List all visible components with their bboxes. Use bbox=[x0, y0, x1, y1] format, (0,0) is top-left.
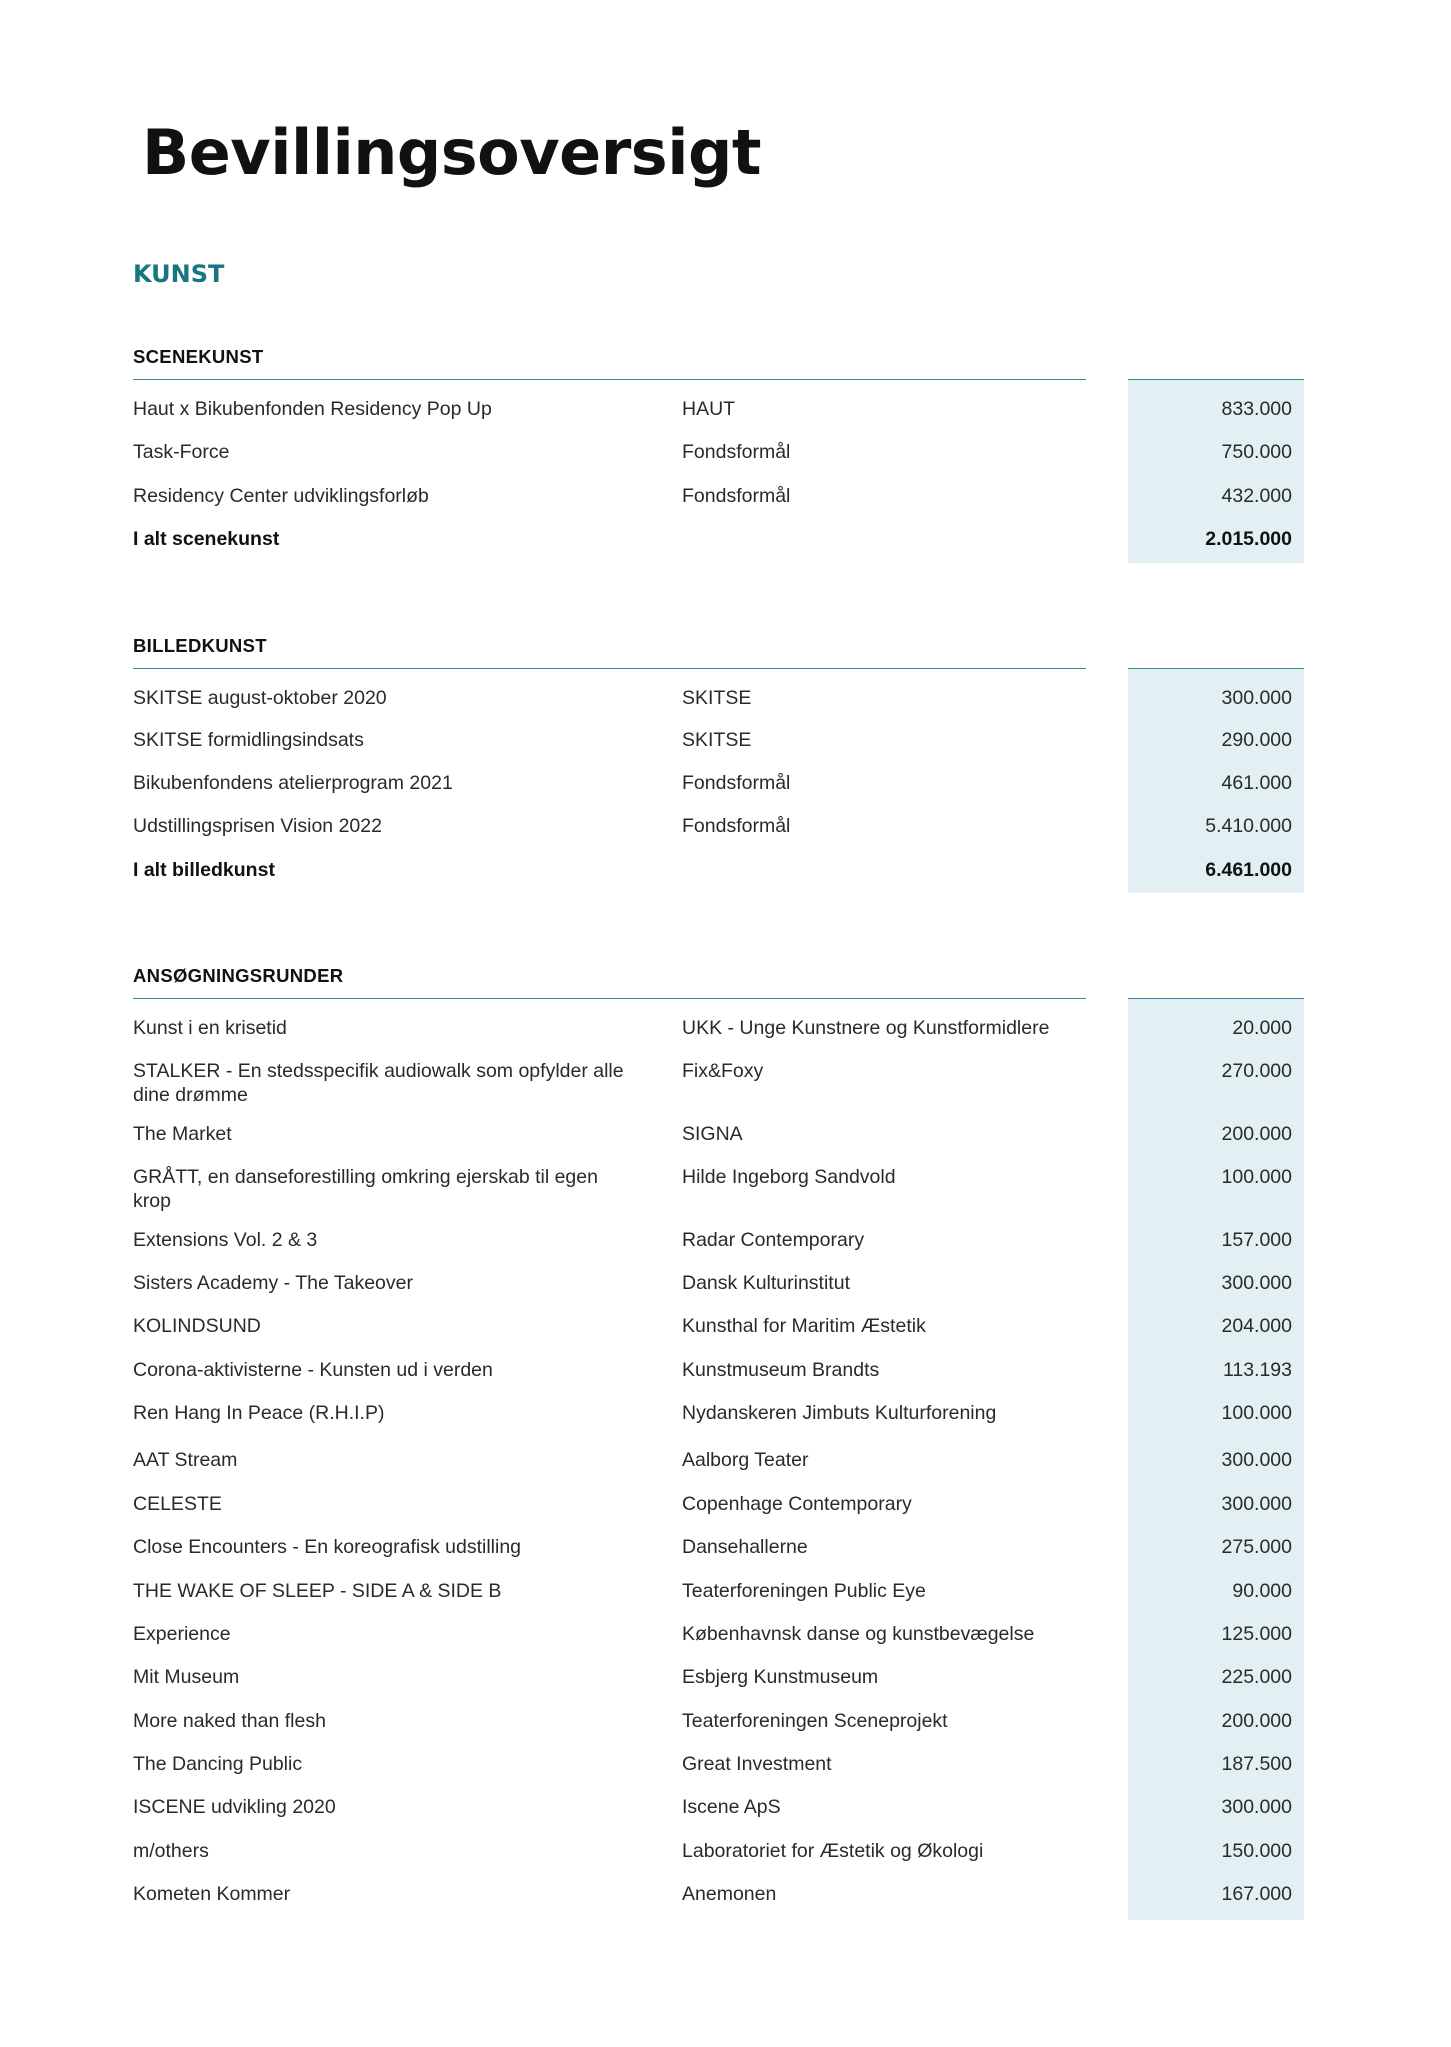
grant-recipient: Fondsformål bbox=[682, 485, 791, 507]
grant-recipient: UKK - Unge Kunstnere og Kunstformidlere bbox=[682, 1017, 1050, 1039]
section-divider bbox=[1128, 998, 1304, 999]
grant-name: Mit Museum bbox=[133, 1666, 240, 1688]
grant-recipient: Københavnsk danse og kunstbevægelse bbox=[682, 1623, 1035, 1645]
grant-name: STALKER - En stedsspecifik audiowalk som opfylder alle dine drømme bbox=[133, 1060, 624, 1106]
grant-name: Experience bbox=[133, 1623, 231, 1645]
total-label: I alt scenekunst bbox=[133, 528, 280, 550]
grant-amount: 167.000 bbox=[1221, 1883, 1292, 1905]
grant-amount: 270.000 bbox=[1221, 1060, 1292, 1082]
grant-recipient: Teaterforeningen Public Eye bbox=[682, 1580, 926, 1602]
total-amount: 2.015.000 bbox=[1205, 528, 1292, 550]
grant-name: Bikubenfondens atelierprogram 2021 bbox=[133, 772, 453, 794]
grant-amount: 204.000 bbox=[1221, 1315, 1292, 1337]
grant-name: Residency Center udviklingsforløb bbox=[133, 485, 429, 507]
grant-name: Sisters Academy - The Takeover bbox=[133, 1272, 413, 1294]
grant-amount: 125.000 bbox=[1221, 1623, 1292, 1645]
grant-recipient: Anemonen bbox=[682, 1883, 777, 1905]
grant-amount: 20.000 bbox=[1232, 1017, 1292, 1039]
grant-name: Corona-aktivisterne - Kunsten ud i verden bbox=[133, 1359, 493, 1381]
grant-recipient: Fondsformål bbox=[682, 441, 791, 463]
grant-amount: 750.000 bbox=[1221, 441, 1292, 463]
grant-recipient: Hilde Ingeborg Sandvold bbox=[682, 1166, 896, 1188]
grant-amount: 833.000 bbox=[1221, 398, 1292, 420]
grant-amount: 187.500 bbox=[1221, 1753, 1292, 1775]
grant-recipient: Teaterforeningen Sceneprojekt bbox=[682, 1710, 948, 1732]
grant-recipient: Great Investment bbox=[682, 1753, 832, 1775]
grant-amount: 300.000 bbox=[1221, 1796, 1292, 1818]
grant-name: THE WAKE OF SLEEP - SIDE A & SIDE B bbox=[133, 1580, 502, 1602]
grant-name: SKITSE august-oktober 2020 bbox=[133, 687, 387, 709]
grant-amount: 300.000 bbox=[1221, 687, 1292, 709]
total-label: I alt billedkunst bbox=[133, 859, 275, 881]
grant-recipient: Esbjerg Kunstmuseum bbox=[682, 1666, 879, 1688]
grant-recipient: Aalborg Teater bbox=[682, 1449, 809, 1471]
grant-amount: 157.000 bbox=[1221, 1229, 1292, 1251]
grant-amount: 225.000 bbox=[1221, 1666, 1292, 1688]
page-title: Bevillingsoversigt bbox=[142, 116, 761, 189]
grant-recipient: Fondsformål bbox=[682, 772, 791, 794]
grant-name: Udstillingsprisen Vision 2022 bbox=[133, 815, 382, 837]
grant-name: Kometen Kommer bbox=[133, 1883, 291, 1905]
grant-name: Haut x Bikubenfonden Residency Pop Up bbox=[133, 398, 492, 420]
total-amount: 6.461.000 bbox=[1205, 859, 1292, 881]
section-divider bbox=[133, 379, 1086, 380]
grant-amount: 100.000 bbox=[1221, 1402, 1292, 1424]
grant-name: SKITSE formidlingsindsats bbox=[133, 729, 364, 751]
grant-name: Ren Hang In Peace (R.H.I.P) bbox=[133, 1402, 385, 1424]
grant-recipient: Copenhage Contemporary bbox=[682, 1493, 912, 1515]
section-divider bbox=[133, 668, 1086, 669]
section-title: ANSØGNINGSRUNDER bbox=[133, 965, 344, 986]
grant-recipient: HAUT bbox=[682, 398, 736, 420]
grant-amount: 150.000 bbox=[1221, 1840, 1292, 1862]
grant-recipient: Nydanskeren Jimbuts Kulturforening bbox=[682, 1402, 997, 1424]
grant-amount: 290.000 bbox=[1221, 729, 1292, 751]
category-heading: KUNST bbox=[133, 260, 225, 288]
grant-amount: 300.000 bbox=[1221, 1493, 1292, 1515]
grant-recipient: Kunstmuseum Brandts bbox=[682, 1359, 880, 1381]
grant-recipient: Laboratoriet for Æstetik og Økologi bbox=[682, 1840, 984, 1862]
section-divider bbox=[1128, 668, 1304, 669]
grant-recipient: Iscene ApS bbox=[682, 1796, 781, 1818]
grant-name: ISCENE udvikling 2020 bbox=[133, 1796, 336, 1818]
grant-amount: 113.193 bbox=[1222, 1359, 1292, 1381]
grant-amount: 90.000 bbox=[1232, 1580, 1292, 1602]
grant-recipient: SKITSE bbox=[682, 729, 752, 751]
grant-amount: 432.000 bbox=[1221, 485, 1292, 507]
section-title: BILLEDKUNST bbox=[133, 635, 267, 656]
section-title: SCENEKUNST bbox=[133, 346, 264, 367]
grant-recipient: SKITSE bbox=[682, 687, 752, 709]
grant-recipient: Dansehallerne bbox=[682, 1536, 808, 1558]
grant-recipient: Kunsthal for Maritim Æstetik bbox=[682, 1315, 926, 1337]
grant-name: Kunst i en krisetid bbox=[133, 1017, 287, 1039]
grant-recipient: SIGNA bbox=[682, 1123, 743, 1145]
grant-amount: 200.000 bbox=[1221, 1123, 1292, 1145]
grant-recipient: Fondsformål bbox=[682, 815, 791, 837]
grant-name: The Market bbox=[133, 1123, 232, 1145]
grant-name: More naked than flesh bbox=[133, 1710, 326, 1732]
grant-name: The Dancing Public bbox=[133, 1753, 303, 1775]
grant-recipient: Radar Contemporary bbox=[682, 1229, 865, 1251]
section-divider bbox=[1128, 379, 1304, 380]
grant-name: Close Encounters - En koreografisk udstilling bbox=[133, 1536, 522, 1558]
grant-name: Extensions Vol. 2 & 3 bbox=[133, 1229, 318, 1251]
grant-name: KOLINDSUND bbox=[133, 1315, 261, 1337]
grant-amount: 5.410.000 bbox=[1205, 815, 1292, 837]
grant-amount: 461.000 bbox=[1221, 772, 1292, 794]
grant-name: Task-Force bbox=[133, 441, 230, 463]
grant-amount: 300.000 bbox=[1221, 1272, 1292, 1294]
grant-name: m/others bbox=[133, 1840, 209, 1862]
grant-amount: 275.000 bbox=[1221, 1536, 1292, 1558]
section-divider bbox=[133, 998, 1086, 999]
grant-name: CELESTE bbox=[133, 1493, 222, 1515]
grant-recipient: Dansk Kulturinstitut bbox=[682, 1272, 850, 1294]
grant-name: AAT Stream bbox=[133, 1449, 238, 1471]
grant-amount: 100.000 bbox=[1221, 1166, 1292, 1188]
grant-name: GRÅTT, en danseforestilling omkring ejerskab til egen krop bbox=[133, 1166, 598, 1212]
grant-recipient: Fix&Foxy bbox=[682, 1060, 764, 1082]
grant-amount: 300.000 bbox=[1221, 1449, 1292, 1471]
grant-amount: 200.000 bbox=[1221, 1710, 1292, 1732]
